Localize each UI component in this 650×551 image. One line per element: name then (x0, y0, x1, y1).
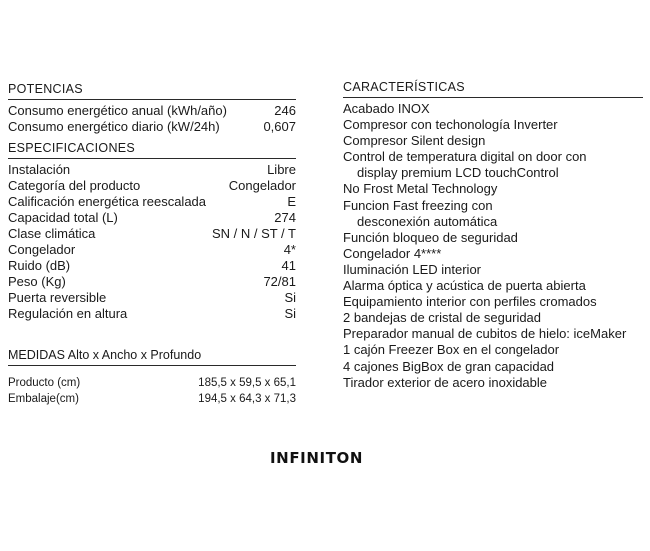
feature-item: 2 bandejas de cristal de seguridad (343, 310, 542, 326)
medidas-value: 194,5 x 64,3 x 71,3 (198, 393, 296, 405)
feature-item: No Frost Metal Technology (343, 181, 498, 197)
feature-item: 1 cajón Freezer Box en el congelador (343, 342, 560, 358)
feature-item: Equipamiento interior con perfiles cromados (343, 294, 597, 310)
potencias-list (8, 103, 296, 135)
potencias-label: Consumo energético diario (kW/24h) (8, 119, 220, 134)
left-column (8, 82, 296, 407)
especificaciones-row (8, 162, 296, 178)
feature-item: Preparador manual de cubitos de hielo: iceMaker (343, 326, 627, 342)
especificaciones-label: Regulación en altura (8, 306, 128, 321)
especificaciones-row (8, 226, 296, 242)
feature-item: Acabado INOX (343, 101, 430, 116)
right-column (343, 80, 643, 391)
caracteristicas-title: CARACTERÍSTICAS (343, 80, 643, 98)
feature-item: Iluminación LED interior (343, 261, 482, 277)
medidas-label: Embalaje(cm) (8, 393, 79, 405)
medidas-row (8, 391, 296, 407)
medidas-title: MEDIDAS Alto x Ancho x Profundo (8, 348, 296, 366)
especificaciones-label: Capacidad total (L) (8, 210, 118, 225)
especificaciones-value: Libre (267, 162, 296, 177)
especificaciones-label: Clase climática (8, 226, 96, 241)
feature-item: Control de temperatura digital on door con (343, 149, 587, 165)
feature-item: 4 cajones BigBox de gran capacidad (343, 358, 555, 374)
especificaciones-value: 41 (281, 258, 296, 273)
potencias-value: 0,607 (263, 119, 296, 134)
medidas-list (8, 375, 296, 407)
especificaciones-value: 274 (274, 210, 296, 225)
especificaciones-value: E (287, 194, 296, 209)
potencias-title: POTENCIAS (8, 82, 296, 100)
especificaciones-label: Peso (Kg) (8, 274, 66, 289)
especificaciones-label: Puerta reversible (8, 290, 107, 305)
especificaciones-label: Congelador (8, 242, 76, 257)
feature-item: Tirador exterior de acero inoxidable (343, 374, 548, 390)
caracteristicas-list (343, 101, 643, 391)
especificaciones-label: Calificación energética reescalada (8, 194, 207, 209)
especificaciones-row (8, 242, 296, 258)
medidas-value: 185,5 x 59,5 x 65,1 (198, 377, 296, 389)
medidas-label: Producto (cm) (8, 377, 81, 389)
especificaciones-label: Categoría del producto (8, 178, 141, 193)
especificaciones-value: Si (284, 306, 296, 321)
feature-item: display premium LCD touchControl (357, 165, 559, 181)
especificaciones-value: 72/81 (263, 274, 296, 289)
feature-item: Compresor Silent design (343, 133, 486, 149)
especificaciones-list (8, 162, 296, 322)
especificaciones-row (8, 194, 296, 210)
especificaciones-value: Congelador (228, 178, 296, 193)
potencias-row (8, 119, 296, 135)
feature-item: Función bloqueo de seguridad (343, 229, 518, 245)
feature-item: desconexión automática (357, 213, 498, 229)
especificaciones-row (8, 210, 296, 226)
medidas-row (8, 375, 296, 391)
infiniton-logo: INFINITON (270, 449, 364, 467)
especificaciones-row (8, 258, 296, 274)
especificaciones-row (8, 274, 296, 290)
potencias-value: 246 (274, 103, 296, 118)
feature-item: Funcion Fast freezing con (343, 197, 493, 213)
especificaciones-value: 4* (283, 242, 296, 257)
feature-item: Congelador 4**** (343, 245, 442, 261)
especificaciones-value: SN / N / ST / T (211, 226, 296, 241)
especificaciones-label: Ruido (dB) (8, 258, 71, 273)
especificaciones-row (8, 290, 296, 306)
potencias-label: Consumo energético anual (kWh/año) (8, 103, 227, 118)
especificaciones-value: Si (284, 290, 296, 305)
feature-item: Compresor con techonología Inverter (343, 117, 558, 133)
especificaciones-label: Instalación (8, 162, 71, 177)
potencias-row (8, 103, 296, 119)
especificaciones-row (8, 306, 296, 322)
feature-item: Alarma óptica y acústica de puerta abierta (343, 278, 586, 294)
especificaciones-title: ESPECIFICACIONES (8, 141, 296, 159)
especificaciones-row (8, 178, 296, 194)
